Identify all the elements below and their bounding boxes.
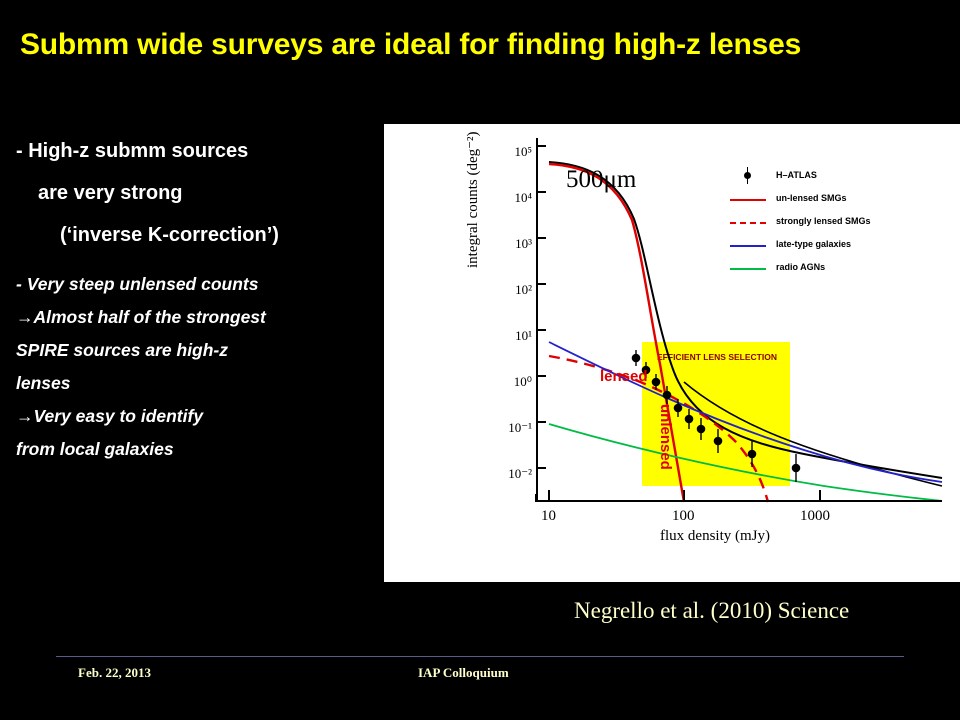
legend-swatch-icon <box>730 245 766 247</box>
legend-label: late-type galaxies <box>776 239 852 249</box>
y-tick-label: 10⁻¹ <box>508 420 532 435</box>
y-tick-label: 10⁰ <box>513 374 532 389</box>
footer-event: IAP Colloquium <box>418 665 509 680</box>
bullet-item: SPIRE sources are high-z <box>16 340 229 360</box>
y-tick-label: 10² <box>515 282 532 297</box>
bullet-item: - Very steep unlensed counts <box>16 274 259 294</box>
legend-label: strongly lensed SMGs <box>776 216 871 226</box>
legend-swatch-icon <box>730 199 766 201</box>
bullet-group-secondary <box>16 268 386 466</box>
legend-item-lensed-smgs <box>730 216 910 239</box>
legend-label: H–ATLAS <box>776 170 817 180</box>
legend-label: radio AGNs <box>776 262 826 272</box>
annotation-unlensed: unlensed <box>657 404 674 470</box>
bullet-item: from local galaxies <box>16 439 174 459</box>
bullet-list <box>16 130 386 466</box>
legend-item-unlensed-smgs <box>730 193 910 216</box>
legend-item-late-type-galaxies <box>730 239 910 262</box>
legend-label: un-lensed SMGs <box>776 193 847 203</box>
bullet-line-3: (‘inverse K-correction’) <box>60 224 279 246</box>
bullet-item: →Very easy to identify <box>16 406 204 426</box>
legend-swatch-icon <box>730 222 766 224</box>
bullet-line-1: - High-z submm sources <box>16 140 249 162</box>
y-tick-label: 10⁻² <box>508 466 532 481</box>
x-axis-label: flux density (mJy) <box>660 528 770 544</box>
efficient-lens-selection-label: EFFICIENT LENS SELECTION <box>657 352 777 362</box>
citation: Negrello et al. (2010) Science <box>574 598 850 623</box>
y-tick-label: 10⁴ <box>514 190 532 205</box>
bullet-group-primary <box>16 130 386 256</box>
chart-legend <box>730 170 910 285</box>
errorbar-icon <box>747 167 748 184</box>
y-tick-label: 10¹ <box>515 328 532 343</box>
y-tick-label: 10⁵ <box>514 144 532 159</box>
bullet-item: lenses <box>16 373 71 393</box>
x-tick-label: 1000 <box>800 508 830 524</box>
footer-date: Feb. 22, 2013 <box>78 665 151 680</box>
x-tick-label: 100 <box>672 508 695 524</box>
legend-item-h-atlas <box>730 170 910 193</box>
legend-swatch-icon <box>730 268 766 270</box>
annotation-lensed: lensed <box>600 368 648 385</box>
chart-title: 500μm <box>566 166 637 193</box>
legend-item-radio-agns <box>730 262 910 285</box>
bullet-line-2: are very strong <box>38 182 183 204</box>
y-axis-label: integral counts (deg⁻²) <box>465 131 481 268</box>
footer-divider <box>56 656 904 657</box>
x-tick-label: 10 <box>541 508 556 524</box>
page-title: Submm wide surveys are ideal for finding high-z lenses <box>20 28 802 61</box>
y-tick-label: 10³ <box>515 236 532 251</box>
bullet-item: →Almost half of the strongest <box>16 307 266 327</box>
